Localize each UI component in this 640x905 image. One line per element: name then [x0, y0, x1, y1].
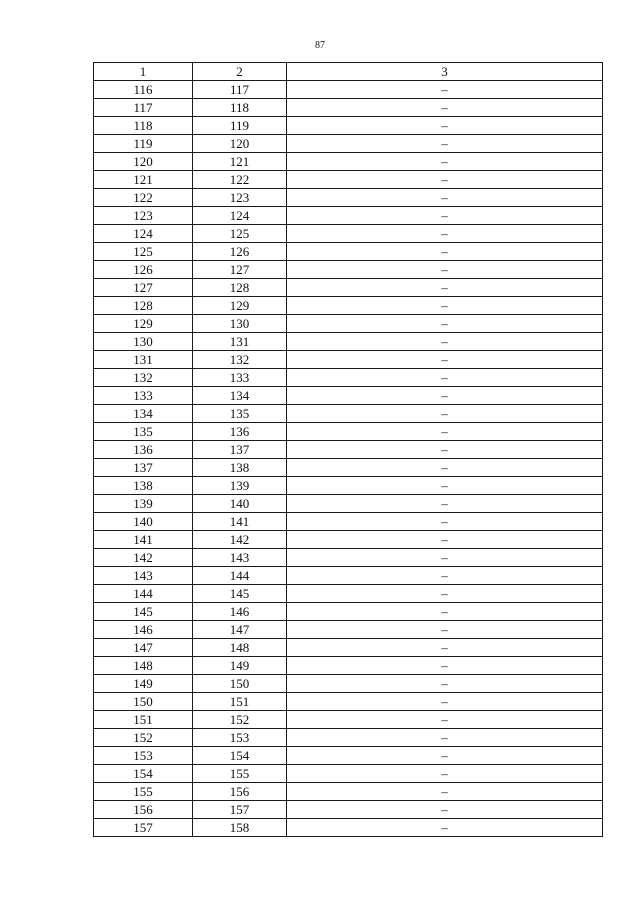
table-cell-col1: 119 [94, 135, 193, 153]
table-row [94, 279, 603, 297]
table-cell-col3: – [287, 225, 603, 243]
table-cell-col1: 149 [94, 675, 193, 693]
table-cell-col2: 139 [193, 477, 287, 495]
table-cell-col2: 123 [193, 189, 287, 207]
table-row [94, 603, 603, 621]
table-row [94, 783, 603, 801]
table-row [94, 513, 603, 531]
table-cell-col2: 130 [193, 315, 287, 333]
table-cell-col2: 143 [193, 549, 287, 567]
table-cell-col3: – [287, 819, 603, 837]
table-cell-col1: 142 [94, 549, 193, 567]
table-cell-col3: – [287, 297, 603, 315]
table-cell-col3: – [287, 243, 603, 261]
table-row [94, 297, 603, 315]
table-cell-col2: 147 [193, 621, 287, 639]
table-cell-col3: – [287, 99, 603, 117]
table-cell-col2: 137 [193, 441, 287, 459]
table-cell-col1: 148 [94, 657, 193, 675]
table-cell-col3: – [287, 117, 603, 135]
table-row [94, 675, 603, 693]
table-cell-col1: 122 [94, 189, 193, 207]
table-cell-col1: 130 [94, 333, 193, 351]
table-cell-col1: 138 [94, 477, 193, 495]
table-cell-col1: 157 [94, 819, 193, 837]
table-cell-col3: – [287, 477, 603, 495]
table-cell-col2: 150 [193, 675, 287, 693]
table-cell-col3: – [287, 387, 603, 405]
table-cell-col2: 128 [193, 279, 287, 297]
table-cell-col2: 148 [193, 639, 287, 657]
table-cell-col2: 136 [193, 423, 287, 441]
table-row [94, 711, 603, 729]
table-cell-col2: 127 [193, 261, 287, 279]
table-row [94, 693, 603, 711]
table-cell-col1: 132 [94, 369, 193, 387]
table-cell-col3: – [287, 765, 603, 783]
table-cell-col1: 129 [94, 315, 193, 333]
table-cell-col3: – [287, 603, 603, 621]
table-cell-col2: 134 [193, 387, 287, 405]
table-cell-col1: 135 [94, 423, 193, 441]
table-row [94, 729, 603, 747]
table-row [94, 225, 603, 243]
table-cell-col3: – [287, 423, 603, 441]
table-cell-col2: 132 [193, 351, 287, 369]
table-cell-col1: 141 [94, 531, 193, 549]
table-cell-col3: – [287, 153, 603, 171]
data-table [93, 62, 603, 837]
table-cell-col3: – [287, 459, 603, 477]
table-cell-col1: 137 [94, 459, 193, 477]
table-cell-col2: 135 [193, 405, 287, 423]
table-cell-col3: – [287, 657, 603, 675]
table-cell-col2: 154 [193, 747, 287, 765]
table-cell-col2: 133 [193, 369, 287, 387]
table-cell-col2: 129 [193, 297, 287, 315]
table-cell-col1: 118 [94, 117, 193, 135]
table-cell-col3: – [287, 693, 603, 711]
table-cell-col2: 121 [193, 153, 287, 171]
column-header-1: 1 [94, 63, 193, 81]
table-row [94, 747, 603, 765]
table-cell-col1: 143 [94, 567, 193, 585]
table-cell-col2: 120 [193, 135, 287, 153]
table-cell-col2: 142 [193, 531, 287, 549]
table-cell-col1: 121 [94, 171, 193, 189]
table-cell-col1: 120 [94, 153, 193, 171]
table-cell-col1: 155 [94, 783, 193, 801]
table-cell-col3: – [287, 621, 603, 639]
table-cell-col2: 156 [193, 783, 287, 801]
table-cell-col1: 124 [94, 225, 193, 243]
table-cell-col1: 125 [94, 243, 193, 261]
table-row [94, 549, 603, 567]
table-cell-col2: 119 [193, 117, 287, 135]
table-row [94, 171, 603, 189]
table-cell-col2: 117 [193, 81, 287, 99]
table-row [94, 333, 603, 351]
table-row [94, 117, 603, 135]
table-cell-col1: 128 [94, 297, 193, 315]
table-cell-col3: – [287, 207, 603, 225]
table-cell-col1: 134 [94, 405, 193, 423]
table-cell-col3: – [287, 711, 603, 729]
table-row [94, 153, 603, 171]
table-row [94, 585, 603, 603]
table-cell-col1: 127 [94, 279, 193, 297]
table-row [94, 621, 603, 639]
table-cell-col1: 126 [94, 261, 193, 279]
table-cell-col3: – [287, 261, 603, 279]
column-header-2: 2 [193, 63, 287, 81]
table-row [94, 531, 603, 549]
table-cell-col2: 141 [193, 513, 287, 531]
table-cell-col2: 144 [193, 567, 287, 585]
table-cell-col2: 153 [193, 729, 287, 747]
table-cell-col3: – [287, 585, 603, 603]
table-cell-col1: 145 [94, 603, 193, 621]
table-cell-col3: – [287, 549, 603, 567]
table-cell-col1: 116 [94, 81, 193, 99]
table-cell-col3: – [287, 315, 603, 333]
table-cell-col3: – [287, 189, 603, 207]
table-row [94, 801, 603, 819]
table-cell-col2: 146 [193, 603, 287, 621]
table-body [94, 81, 603, 837]
table-cell-col3: – [287, 81, 603, 99]
table-row [94, 261, 603, 279]
table-row [94, 819, 603, 837]
header-row [94, 63, 603, 81]
table-cell-col1: 123 [94, 207, 193, 225]
table-cell-col1: 156 [94, 801, 193, 819]
table-cell-col2: 155 [193, 765, 287, 783]
table-row [94, 81, 603, 99]
table-cell-col3: – [287, 801, 603, 819]
table-cell-col2: 124 [193, 207, 287, 225]
table-row [94, 387, 603, 405]
table-cell-col1: 150 [94, 693, 193, 711]
table-cell-col1: 146 [94, 621, 193, 639]
table-row [94, 477, 603, 495]
table-cell-col1: 153 [94, 747, 193, 765]
table-cell-col2: 151 [193, 693, 287, 711]
table-cell-col2: 122 [193, 171, 287, 189]
table-cell-col1: 147 [94, 639, 193, 657]
table-row [94, 441, 603, 459]
table-cell-col3: – [287, 135, 603, 153]
table-cell-col1: 152 [94, 729, 193, 747]
table-row [94, 99, 603, 117]
column-header-3: 3 [287, 63, 603, 81]
table-cell-col3: – [287, 567, 603, 585]
table-cell-col1: 117 [94, 99, 193, 117]
table-cell-col3: – [287, 729, 603, 747]
table-row [94, 657, 603, 675]
table-cell-col3: – [287, 171, 603, 189]
table-row [94, 207, 603, 225]
table-cell-col3: – [287, 441, 603, 459]
table-cell-col3: – [287, 783, 603, 801]
table-cell-col3: – [287, 747, 603, 765]
table-cell-col1: 144 [94, 585, 193, 603]
table-row [94, 567, 603, 585]
table-cell-col3: – [287, 513, 603, 531]
table-cell-col1: 139 [94, 495, 193, 513]
table-cell-col3: – [287, 675, 603, 693]
table-header [94, 63, 603, 81]
table-cell-col2: 126 [193, 243, 287, 261]
table-row [94, 459, 603, 477]
table-cell-col3: – [287, 405, 603, 423]
table-cell-col2: 131 [193, 333, 287, 351]
table-row [94, 495, 603, 513]
table-cell-col2: 125 [193, 225, 287, 243]
table-row [94, 423, 603, 441]
table-cell-col2: 140 [193, 495, 287, 513]
table-cell-col2: 118 [193, 99, 287, 117]
table-cell-col1: 133 [94, 387, 193, 405]
table-cell-col3: – [287, 531, 603, 549]
table-row [94, 315, 603, 333]
table-cell-col1: 136 [94, 441, 193, 459]
table-row [94, 189, 603, 207]
table-cell-col3: – [287, 639, 603, 657]
table-row [94, 135, 603, 153]
table-cell-col3: – [287, 351, 603, 369]
table-row [94, 405, 603, 423]
table-cell-col1: 154 [94, 765, 193, 783]
table-cell-col3: – [287, 369, 603, 387]
table-row [94, 765, 603, 783]
page-number: 87 [315, 40, 325, 51]
table-cell-col1: 140 [94, 513, 193, 531]
table-row [94, 351, 603, 369]
table-cell-col2: 138 [193, 459, 287, 477]
table-cell-col3: – [287, 495, 603, 513]
table-row [94, 639, 603, 657]
table-cell-col2: 152 [193, 711, 287, 729]
table-cell-col1: 131 [94, 351, 193, 369]
table-cell-col3: – [287, 279, 603, 297]
table-cell-col1: 151 [94, 711, 193, 729]
table-row [94, 243, 603, 261]
table-row [94, 369, 603, 387]
table-cell-col2: 145 [193, 585, 287, 603]
table-cell-col2: 158 [193, 819, 287, 837]
table-cell-col2: 149 [193, 657, 287, 675]
table-cell-col3: – [287, 333, 603, 351]
table-cell-col2: 157 [193, 801, 287, 819]
